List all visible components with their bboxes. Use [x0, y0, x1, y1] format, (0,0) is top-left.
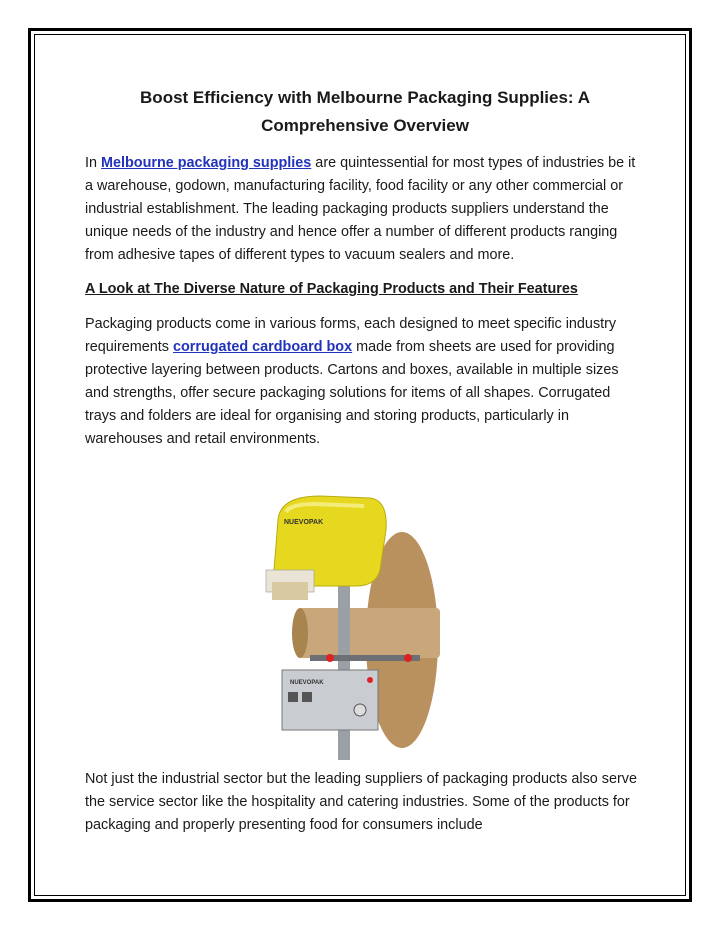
corrugated-box-link[interactable]: corrugated cardboard box: [172, 339, 353, 355]
melbourne-packaging-link[interactable]: Melbourne packaging supplies: [101, 155, 312, 171]
control-button-1: [288, 692, 298, 702]
article-body: [85, 84, 645, 462]
products-rest: made from sheets are used for providing protective layering between products. Cartons and boxes, available in multiple sizes and strengths, offer secure packaging solutions for items of all shapes. Corrugated trays and folders are ideal for organising and storing products, particularly in warehouses and retail environments.: [85, 339, 619, 447]
intro-rest: are quintessential for most types of industries be it a warehouse, godown, manufacturing facility, food facility or any other commercial or industrial establishment. The leading packaging products suppliers understand the unique needs of the industry and hence offer a number of different products ranging from adhesive tapes of different types to vacuum sealers and more.: [85, 155, 636, 263]
paper-roll: [298, 608, 440, 658]
closing-paragraph: Not just the industrial sector but the leading suppliers of packaging products also serve the service sector like the hospitality and catering industries. Some of the products for packaging and properly presenting food for consumers include: [85, 771, 637, 833]
title-line-1: Boost Efficiency with Melbourne Packaging Supplies: A: [140, 88, 590, 107]
paper-crumple: [272, 582, 308, 600]
red-knob-left: [326, 654, 334, 662]
products-paragraph: [85, 313, 645, 451]
article-title: [85, 84, 645, 140]
control-indicator: [367, 677, 373, 683]
paper-roll-end: [292, 608, 308, 658]
control-dial: [354, 704, 366, 716]
section-subheading: A Look at The Diverse Nature of Packaging Products and Their Features: [85, 281, 578, 297]
control-button-2: [302, 692, 312, 702]
head-brand-label: NUEVOPAK: [284, 519, 324, 526]
stand-pole: [338, 578, 350, 760]
products-lead: Packaging products come in various forms, each designed to meet specific industry requirements: [85, 316, 617, 355]
packaging-machine-illustration: [260, 490, 460, 760]
control-brand-label: NUEVOPAK: [290, 680, 324, 686]
intro-paragraph: [85, 152, 645, 267]
red-knob-right: [404, 654, 412, 662]
packaging-machine-image: [260, 490, 460, 760]
intro-lead: In: [85, 155, 101, 171]
title-line-2: Comprehensive Overview: [261, 116, 469, 135]
